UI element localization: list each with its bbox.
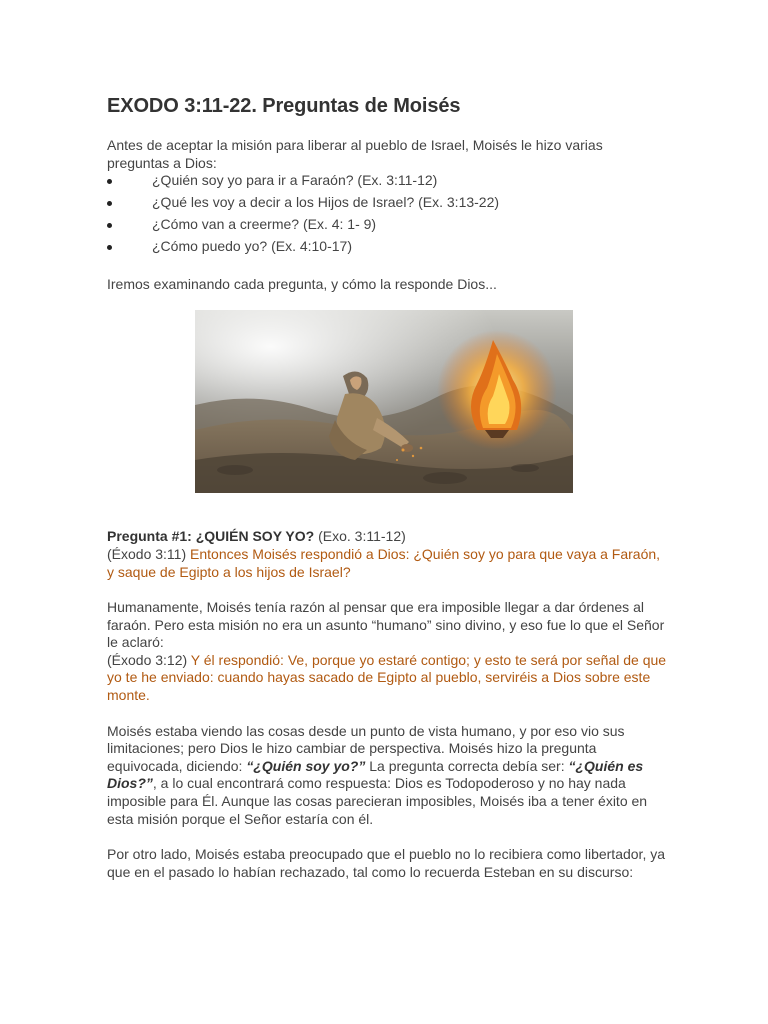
question-1-verse: (Éxodo 3:11) Entonces Moisés respondió a Dios: ¿Quién soy yo para que vaya a Faraón, y saque de Egipto a los hijos de Israel?	[107, 545, 661, 580]
question-1-heading: Pregunta #1: ¿QUIÉN SOY YO? (Exo. 3:11-12)	[107, 528, 406, 545]
verse-exodo-3-12: (Éxodo 3:12) Y él respondió: Ve, porque yo estaré contigo; y esto te será por señal de que yo te he enviado: cuando hayas sacado de Egipto al pueblo, serviréis a Dios sobre este monte.	[107, 651, 667, 704]
burning-bush-illustration	[195, 310, 573, 493]
paragraph-humanamente: Humanamente, Moisés tenía razón al pensar que era imposible llegar a dar órdenes al faraón. Pero esta misión no era un asunto “humano” sino divino, y eso fue lo que el Señor le aclaró:	[107, 599, 665, 651]
list-item: ¿Cómo puedo yo? (Ex. 4:10-17)	[107, 238, 667, 256]
burning-bush-icon	[437, 330, 557, 450]
bullet-icon	[107, 223, 112, 228]
questions-list	[107, 172, 667, 256]
document-page	[107, 94, 667, 881]
bullet-icon	[107, 179, 112, 184]
intro-paragraph: Antes de aceptar la misión para liberar al pueblo de Israel, Moisés le hizo varias preguntas a Dios:	[107, 137, 603, 171]
paragraph-perspectiva: Moisés estaba viendo las cosas desde un punto de vista humano, y por eso vio sus limitaciones; pero Dios le hizo cambiar de perspectiva. Moisés hizo la pregunta equivocada, diciendo: “¿Quién soy yo?” La pregunta correcta debía ser: “¿Quién es Dios?”, a lo cual encontrará como respuesta: Dios es Todopoderoso y no hay nada imposible para Él. Aunque las cosas parecieran imposibles, Moisés iba a tener éxito en esta misión porque el Señor estaría con él.	[107, 722, 648, 827]
bullet-icon	[107, 245, 112, 250]
exam-paragraph: Iremos examinando cada pregunta, y cómo la responde Dios...	[107, 275, 497, 292]
page-title: EXODO 3:11-22. Preguntas de Moisés	[107, 95, 461, 117]
bullet-icon	[107, 201, 112, 206]
paragraph-por-otro-lado: Por otro lado, Moisés estaba preocupado que el pueblo no lo recibiera como libertador, ya que en el pasado lo habían rechazado, tal como lo recuerda Esteban en su discurso:	[107, 846, 666, 880]
list-item: ¿Qué les voy a decir a los Hijos de Israel? (Ex. 3:13-22)	[107, 194, 667, 212]
list-item: ¿Quién soy yo para ir a Faraón? (Ex. 3:11-12)	[107, 172, 667, 190]
list-item: ¿Cómo van a creerme? (Ex. 4: 1- 9)	[107, 216, 667, 234]
